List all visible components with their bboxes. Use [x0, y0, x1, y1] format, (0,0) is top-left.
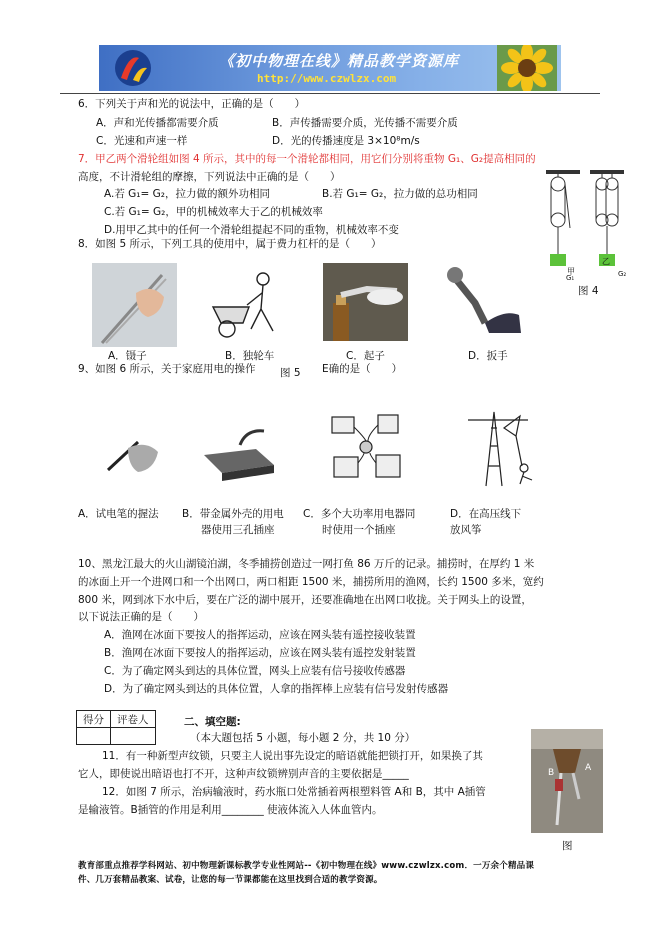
fig4-label-yi: 乙 — [602, 257, 610, 266]
fig5-caption: 图 5 — [280, 367, 301, 379]
section2-note: （本大题包括 5 小题，每小题 2 分，共 10 分） — [190, 732, 416, 744]
q10-option-d: D．为了确定网头到达的具体位置，人拿的指挥棒上应装有信号发射传感器 — [104, 683, 449, 695]
fig4-label-g1: G₁ — [566, 274, 575, 282]
wrench-image — [445, 263, 525, 335]
q8-option-c: C．起子 — [346, 350, 385, 362]
q8-option-d: D．扳手 — [468, 350, 508, 362]
q8-option-a: A．镊子 — [108, 350, 147, 362]
q7-option-a: A.若 G₁= G₂，拉力做的额外功相同 — [104, 188, 270, 200]
wheelbarrow-image — [207, 263, 295, 347]
q9-option-b-line2: 器使用三孔插座 — [201, 524, 275, 536]
header-banner — [99, 45, 561, 91]
sunflower-icon — [497, 45, 557, 91]
q6-option-b: B．声传播需要介质，光传播不需要介质 — [272, 117, 458, 129]
footer-line1: 教育部重点推荐学科网站、初中物理新课标教学专业性网站--《初中物理在线》www.czwlzx.com．一万余个精品课 — [78, 861, 535, 871]
q10-stem-line2: 的冰面上开一个进网口和一个出网口，两口相距 1500 米，捕捞所用的渔网，长约 1500 多米，宽约 — [78, 576, 544, 588]
q10-option-b: B．渔网在冰面下要按人的指挥运动，应该在网头装有遥控发射装置 — [104, 647, 416, 659]
q10-stem-line3: 800 米，网到冰下水中后，要在广泛的湖中展开，还要准确地在出网口收拢。关于网头上的设置， — [78, 594, 532, 606]
pulley-figure — [540, 168, 630, 280]
q9-option-d-line2: 放风筝 — [450, 524, 482, 536]
iv-tube-label-b: B — [548, 768, 555, 778]
q6-option-c: C．光速和声速一样 — [96, 135, 188, 147]
power-strip-image — [196, 425, 280, 487]
tweezers-image — [92, 263, 177, 347]
q11-stem-line1: 11．有一种新型声纹锁，只要主人说出事先设定的暗语就能把锁打开，如果换了其 — [102, 750, 483, 762]
q12-stem-line2: 是输液管。B插管的作用是利用________ 使液体流入人体血管内。 — [78, 804, 383, 816]
q8-option-b: B．独轮车 — [225, 350, 275, 362]
q7-stem-line2: 高度，不计滑轮组的摩擦，下列说法中正确的是（ ） — [78, 171, 341, 183]
q9-stem-right: E确的是（ ） — [322, 363, 403, 375]
score-header: 得分 — [77, 711, 111, 728]
site-logo-icon — [113, 48, 153, 88]
bottle-opener-image — [323, 263, 408, 341]
score-table — [76, 710, 156, 745]
banner-title: 《初中物理在线》精品教学资源库 — [219, 52, 460, 70]
iv-tube-label-a: A — [585, 763, 592, 773]
q7-option-d: D.用甲乙其中的任何一个滑轮组提起不同的重物，机械效率不变 — [104, 224, 399, 236]
footer-line2: 件、几万套精品教案、试卷，让您的每一节课都能在这里找到合适的教学资源。 — [78, 875, 383, 885]
q7-option-b: B.若 G₁= G₂，拉力做的总功相同 — [322, 188, 478, 200]
section2-title: 二、填空题: — [184, 716, 241, 728]
q10-option-c: C．为了确定网头到达的具体位置，网头上应装有信号接收传感器 — [104, 665, 406, 677]
q7-option-c: C.若 G₁= G₂，甲的机械效率大于乙的机械效率 — [104, 206, 323, 218]
banner-url: http://www.czwlzx.com — [257, 72, 397, 85]
q6-option-d: D．光的传播速度是 3×10⁸m/s — [272, 135, 420, 147]
q9-option-a: A．试电笔的握法 — [78, 508, 159, 520]
q6-stem: 6．下列关于声和光的说法中，正确的是（ ） — [78, 98, 306, 110]
high-voltage-kite-image — [458, 406, 538, 488]
q8-stem: 8．如图 5 所示，下列工具的使用中，属于费力杠杆的是（ ） — [78, 238, 382, 250]
fig7-caption: 图 — [562, 840, 573, 852]
q11-stem-line2: 它人，即使说出暗语也打不开，这种声纹锁辨别声音的主要依据是_____ — [78, 768, 409, 780]
q9-option-b-line1: B．带金属外壳的用电 — [182, 508, 284, 520]
q12-stem-line1: 12．如图 7 所示，治病输液时，药水瓶口处常插着两根塑料管 A和 B，其中 A插管 — [102, 786, 486, 798]
header-divider — [60, 93, 600, 94]
q10-option-a: A．渔网在冰面下要按人的指挥运动，应该在网头装有遥控接收装置 — [104, 629, 416, 641]
q6-option-a: A．声和光传播都需要介质 — [96, 117, 219, 129]
test-pen-image — [104, 426, 162, 478]
iv-bottle-figure — [531, 729, 603, 833]
q7-stem-line1: 7．甲乙两个滑轮组如图 4 所示，其中的每一个滑轮都相同，用它们分别将重物 G₁、G₂提高相同的 — [78, 153, 536, 165]
q10-stem-line1: 10、黑龙江最大的火山湖镜泊湖，冬季捕捞创造过一网打鱼 86 万斤的记录。捕捞时，在厚约 1 米 — [78, 558, 535, 570]
overloaded-socket-image — [326, 407, 408, 487]
q9-option-c-line2: 时使用一个插座 — [322, 524, 396, 536]
q9-option-d-line1: D．在高压线下 — [450, 508, 522, 520]
q9-stem: 9、如图 6 所示，关于家庭用电的操作 — [78, 363, 256, 375]
fig4-caption: 图 4 — [578, 285, 599, 297]
fig4-label-jia: 甲 — [567, 267, 575, 276]
fig4-label-g2: G₂ — [618, 270, 627, 278]
score-cell[interactable] — [77, 728, 111, 745]
q9-option-c-line1: C．多个大功率用电器同 — [303, 508, 416, 520]
grader-header: 评卷人 — [111, 711, 156, 728]
q10-stem-line4: 以下说法正确的是（ ） — [78, 611, 204, 623]
grader-cell[interactable] — [111, 728, 156, 745]
